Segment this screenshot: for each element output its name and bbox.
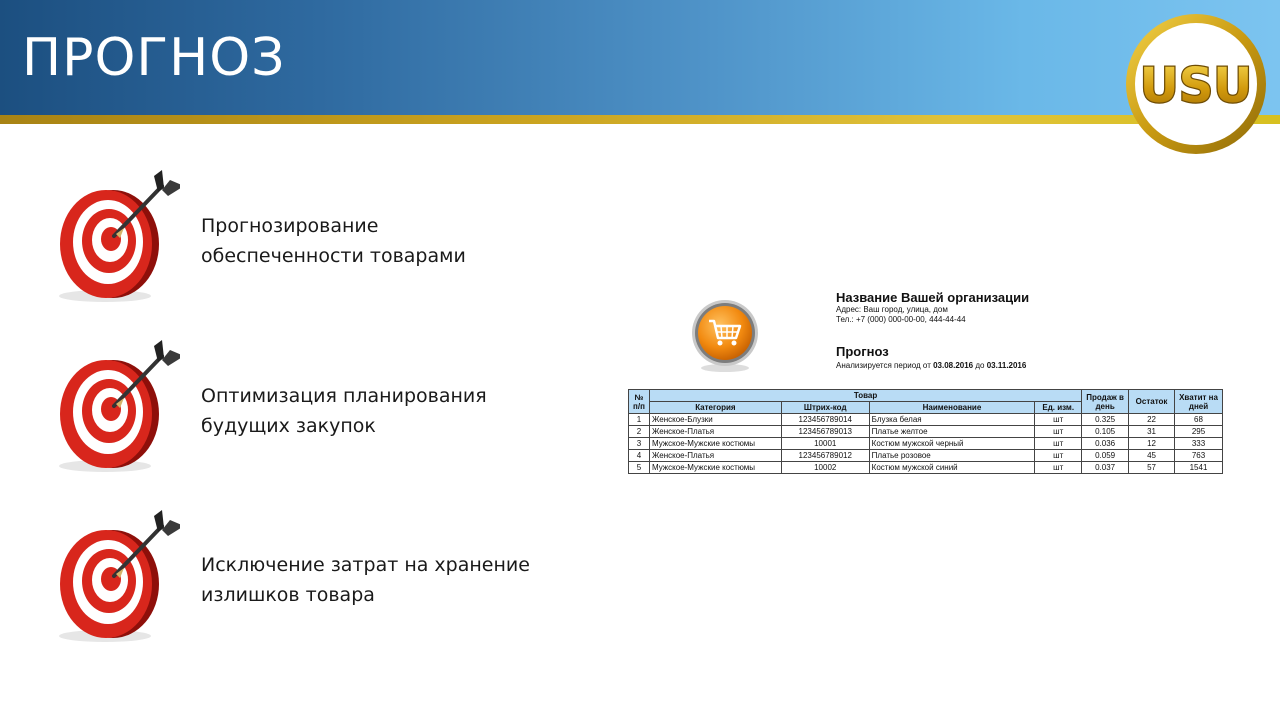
bullet-line: обеспеченности товарами <box>201 245 466 267</box>
dart-target-icon <box>50 506 180 646</box>
report-title: Прогноз <box>836 344 889 359</box>
period-mid: до <box>975 361 985 370</box>
cell-sales: 0.105 <box>1082 426 1129 438</box>
cell-num: 2 <box>629 426 650 438</box>
date-to: 03.11.2016 <box>986 361 1027 370</box>
forecast-table <box>628 389 1223 474</box>
report-period <box>836 361 1026 370</box>
table-row <box>629 450 1223 462</box>
cell-days: 333 <box>1175 438 1223 450</box>
org-phone: Тел.: +7 (000) 000-00-00, 444-44-44 <box>836 315 966 324</box>
cell-unit: шт <box>1035 438 1082 450</box>
cell-days: 295 <box>1175 426 1223 438</box>
cell-name: Платье желтое <box>869 426 1035 438</box>
cell-name: Костюм мужской синий <box>869 462 1035 474</box>
gold-divider <box>0 115 1280 124</box>
col-header-barcode: Штрих-код <box>781 402 869 414</box>
bullet-line: излишков товара <box>201 584 375 606</box>
cell-days: 763 <box>1175 450 1223 462</box>
table-row <box>629 438 1223 450</box>
period-prefix: Анализируется период от <box>836 361 931 370</box>
dart-target-icon <box>50 336 180 476</box>
bullet-item-1 <box>201 211 561 271</box>
col-header-product: Товар <box>649 390 1081 402</box>
col-header-unit: Ед. изм. <box>1035 402 1082 414</box>
cell-unit: шт <box>1035 414 1082 426</box>
org-address: Адрес: Ваш город, улица, дом <box>836 305 948 314</box>
cell-remaining: 31 <box>1129 426 1175 438</box>
cell-unit: шт <box>1035 462 1082 474</box>
cell-num: 5 <box>629 462 650 474</box>
col-header-sales: Продаж в день <box>1082 390 1129 414</box>
logo-text: USU <box>1139 58 1253 114</box>
cell-sales: 0.325 <box>1082 414 1129 426</box>
col-header-num: № п/п <box>629 390 650 414</box>
date-from: 03.08.2016 <box>933 361 974 370</box>
cell-barcode: 10001 <box>781 438 869 450</box>
report-org-block <box>836 290 1029 325</box>
table-row <box>629 426 1223 438</box>
cell-days: 1541 <box>1175 462 1223 474</box>
cell-category: Мужское-Мужские костюмы <box>649 462 781 474</box>
cell-sales: 0.036 <box>1082 438 1129 450</box>
cell-days: 68 <box>1175 414 1223 426</box>
cell-name: Блузка белая <box>869 414 1035 426</box>
bullet-item-3 <box>201 550 561 610</box>
col-header-category: Категория <box>649 402 781 414</box>
bullet-line: Исключение затрат на хранение <box>201 554 530 576</box>
cell-barcode: 123456789014 <box>781 414 869 426</box>
cell-num: 3 <box>629 438 650 450</box>
col-header-name: Наименование <box>869 402 1035 414</box>
bullet-line: будущих закупок <box>201 415 376 437</box>
cell-sales: 0.059 <box>1082 450 1129 462</box>
cell-barcode: 10002 <box>781 462 869 474</box>
cell-category: Женское-Платья <box>649 426 781 438</box>
cell-category: Женское-Блузки <box>649 414 781 426</box>
cell-num: 1 <box>629 414 650 426</box>
bullet-item-2 <box>201 381 561 441</box>
dart-target-icon <box>50 166 180 306</box>
table-row <box>629 462 1223 474</box>
bullet-line: Прогнозирование <box>201 215 379 237</box>
cell-num: 4 <box>629 450 650 462</box>
cell-remaining: 45 <box>1129 450 1175 462</box>
cell-unit: шт <box>1035 426 1082 438</box>
cell-remaining: 12 <box>1129 438 1175 450</box>
cell-name: Платье розовое <box>869 450 1035 462</box>
usu-logo <box>1124 12 1269 157</box>
col-header-remaining: Остаток <box>1129 390 1175 414</box>
cell-barcode: 123456789012 <box>781 450 869 462</box>
org-name: Название Вашей организации <box>836 290 1030 305</box>
cell-remaining: 57 <box>1129 462 1175 474</box>
shopping-cart-icon <box>690 298 760 374</box>
cell-barcode: 123456789013 <box>781 426 869 438</box>
cell-name: Костюм мужской черный <box>869 438 1035 450</box>
cell-category: Мужское-Мужские костюмы <box>649 438 781 450</box>
cell-unit: шт <box>1035 450 1082 462</box>
cell-sales: 0.037 <box>1082 462 1129 474</box>
cell-category: Женское-Платья <box>649 450 781 462</box>
slide-title: ПРОГНОЗ <box>22 28 286 88</box>
table-row <box>629 414 1223 426</box>
cell-remaining: 22 <box>1129 414 1175 426</box>
bullet-line: Оптимизация планирования <box>201 385 487 407</box>
col-header-days: Хватит на дней <box>1175 390 1223 414</box>
